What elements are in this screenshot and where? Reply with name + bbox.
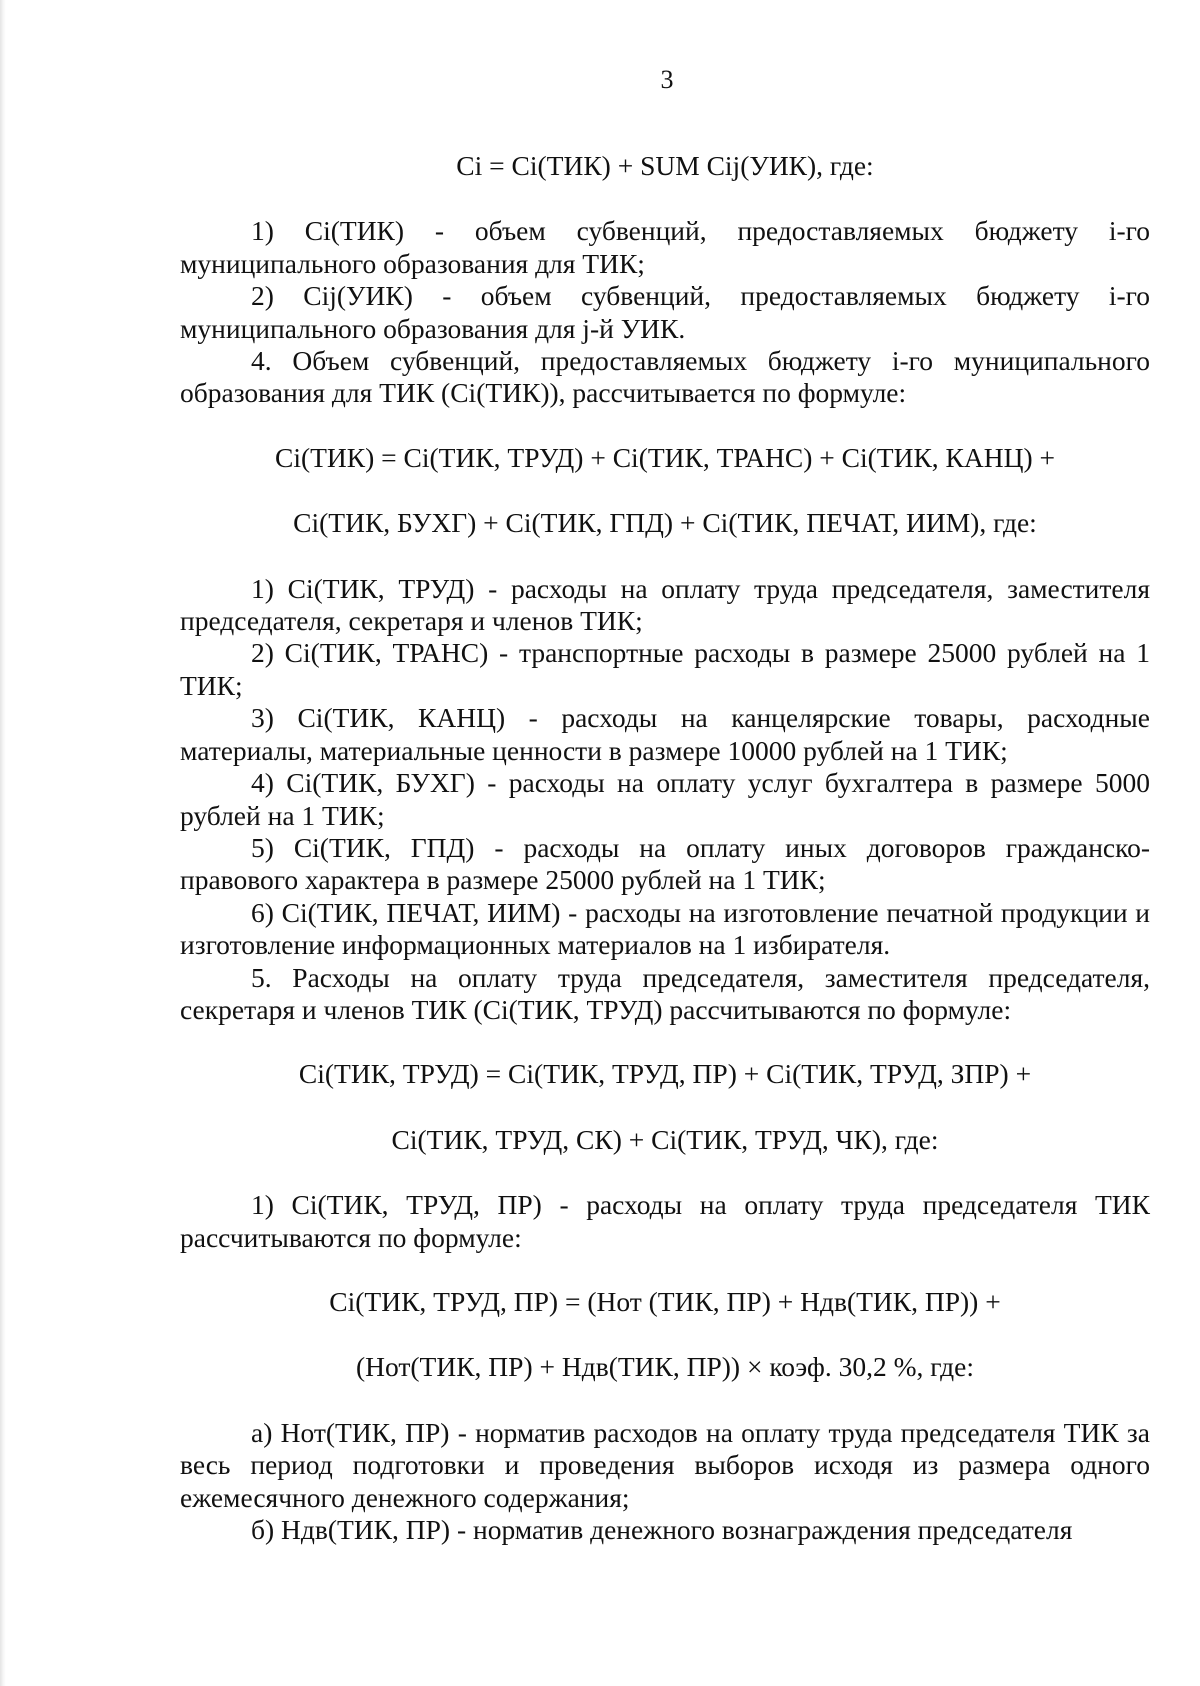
page-number: 3 xyxy=(660,65,674,94)
list-item-pechat: 6) Ci(ТИК, ПЕЧАТ, ИИМ) - расходы на изготовление печатной продукции и изготовление информационных материалов на 1 избирателя. xyxy=(180,896,1150,961)
list-item-trans: 2) Ci(ТИК, ТРАНС) - транспортные расходы в размере 25000 рублей на 1 ТИК; xyxy=(180,637,1150,701)
definition-cij-uik: 2) Cij(УИК) - объем субвенций, предоставляемых бюджету i-го муниципального образования для j-й УИК. xyxy=(180,280,1150,344)
paragraph-4: 4. Объем субвенций, предоставляемых бюджету i-го муниципального образования для ТИК (Ci(ТИК)), рассчитывается по формуле: xyxy=(180,345,1150,409)
list-item-not: а) Нот(ТИК, ПР) - норматив расходов на оплату труда председателя ТИК за весь период подготовки и проведения выборов исходя из размера одного ежемесячного денежного содержания; xyxy=(180,1416,1150,1513)
list-item-ndv: б) Ндв(ТИК, ПР) - норматив денежного вознаграждения председателя xyxy=(251,1514,1073,1545)
document-body xyxy=(180,150,1150,1546)
scan-edge-shadow xyxy=(0,0,6,1686)
list-item-kanc: 3) Ci(ТИК, КАНЦ) - расходы на канцелярские товары, расходные материалы, материальные ценности в размере 10000 рублей на 1 ТИК; xyxy=(180,702,1150,766)
list-item-buhg: 4) Ci(ТИК, БУХГ) - расходы на оплату услуг бухгалтера в размере 5000 рублей на 1 ТИК; xyxy=(180,767,1150,831)
formula-ci-tik-line1: Ci(ТИК) = Ci(ТИК, ТРУД) + Ci(ТИК, ТРАНС) + Ci(ТИК, КАНЦ) + xyxy=(274,441,1056,473)
formula-ci-total: Ci = Ci(ТИК) + SUM Cij(УИК), где: xyxy=(456,150,874,181)
formula-trud-pr-line1: Ci(ТИК, ТРУД, ПР) = (Нот (ТИК, ПР) + Ндв(ТИК, ПР)) + xyxy=(329,1285,1001,1317)
formula-trud-line1: Ci(ТИК, ТРУД) = Ci(ТИК, ТРУД, ПР) + Ci(ТИК, ТРУД, ЗПР) + xyxy=(298,1058,1032,1090)
formula-trud-line2: Ci(ТИК, ТРУД, СК) + Ci(ТИК, ТРУД, ЧК), где: xyxy=(391,1123,939,1155)
definition-ci-tik: 1) Ci(ТИК) - объем субвенций, предоставляемых бюджету i-го муниципального образования для ТИК; xyxy=(180,215,1150,279)
list-item-gpd: 5) Ci(ТИК, ГПД) - расходы на оплату иных договоров гражданско-правового характера в размере 25000 рублей на 1 ТИК; xyxy=(180,831,1150,896)
formula-trud-pr-line2: (Нот(ТИК, ПР) + Ндв(ТИК, ПР)) × коэф. 30,2 %, где: xyxy=(355,1351,975,1383)
paragraph-5: 5. Расходы на оплату труда председателя, заместителя председателя, секретаря и членов ТИК (Ci(ТИК, ТРУД) рассчитываются по формуле: xyxy=(180,961,1150,1025)
list-item-trud: 1) Ci(ТИК, ТРУД) - расходы на оплату труда председателя, заместителя председателя, секретаря и членов ТИК; xyxy=(180,572,1150,637)
formula-ci-tik-line2: Ci(ТИК, БУХГ) + Ci(ТИК, ГПД) + Ci(ТИК, ПЕЧАТ, ИИМ), где: xyxy=(293,507,1037,539)
list-item-trud-pr: 1) Ci(ТИК, ТРУД, ПР) - расходы на оплату труда председателя ТИК рассчитываются по формуле: xyxy=(180,1189,1150,1253)
